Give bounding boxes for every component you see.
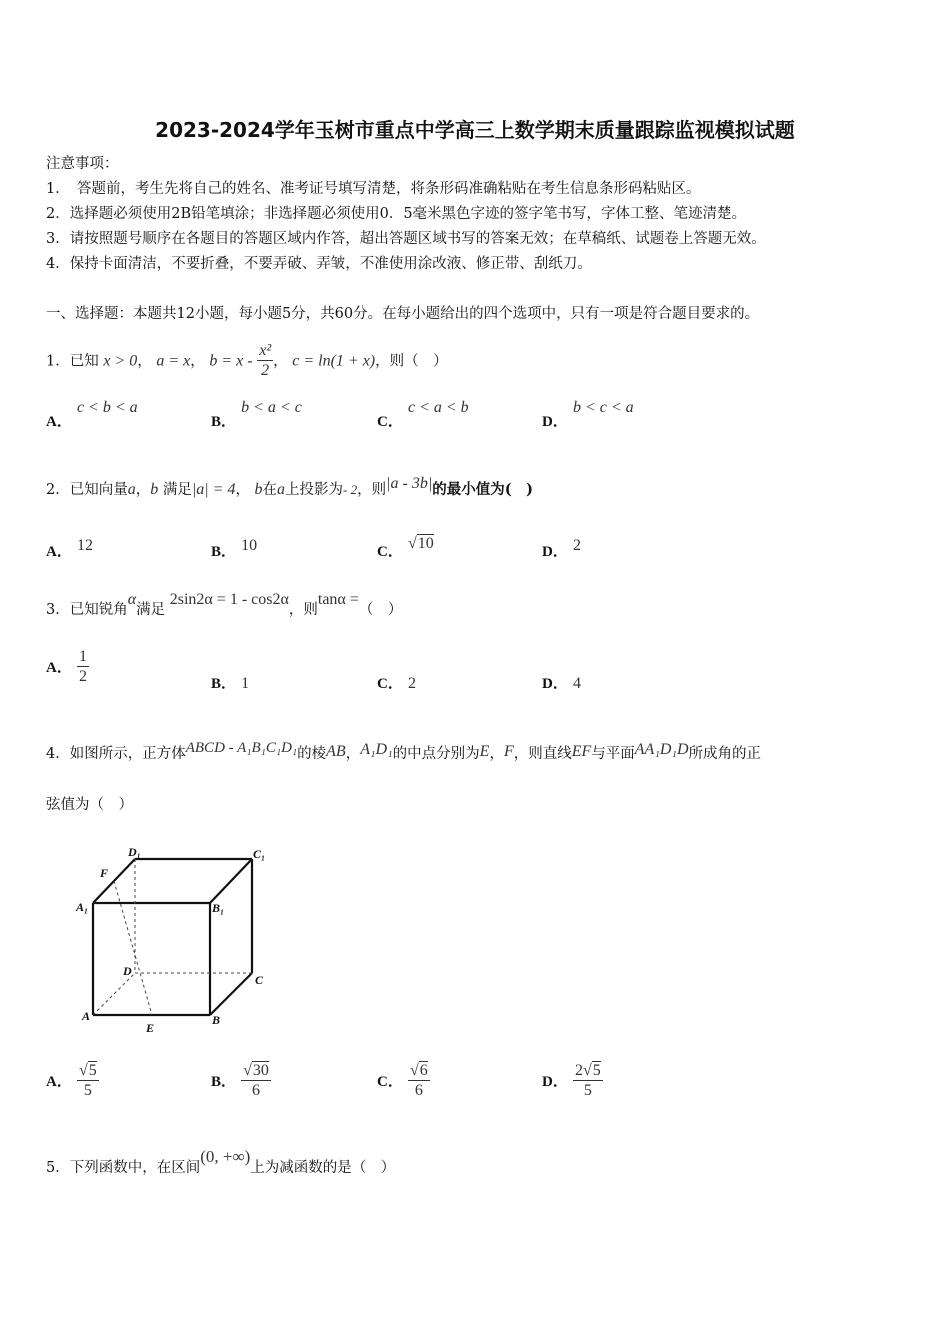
option-label: D． — [542, 544, 568, 560]
question-5 — [46, 1147, 396, 1177]
sqrt-sign: √ — [582, 1062, 592, 1079]
option-label: B． — [211, 544, 237, 560]
q3-math: tanα = — [317, 591, 359, 608]
option-fraction — [77, 648, 89, 687]
q2-math: |a| = 4 — [191, 481, 236, 498]
q4-option-d[interactable] — [542, 1062, 603, 1101]
question-2 — [46, 475, 533, 499]
q1-ask: ，则（ ） — [375, 353, 448, 370]
notice-item-2: 2．选择题必须使用2B铅笔填涂；非选择题必须使用0．5毫米黑色字迹的签字笔书写，字体工整、笔迹清楚。 — [46, 206, 747, 222]
q1-fraction — [257, 342, 273, 381]
sqrt-sign: √ — [407, 535, 417, 552]
option-math — [408, 535, 434, 552]
q1-math-x: x > 0 — [103, 352, 138, 370]
frac-den: 2 — [78, 668, 87, 685]
label-d1: D₁ — [128, 845, 141, 859]
q4-text: 4．如图所示，正方体 — [46, 746, 186, 762]
label-a: A — [82, 1009, 91, 1023]
q5-ask: 上为减函数的是（ ） — [250, 1160, 396, 1176]
sqrt-sign: √ — [243, 1062, 252, 1079]
q2-text: 在 — [262, 482, 278, 498]
q4-sep: ， — [489, 746, 504, 762]
q4-sep: ， — [345, 746, 361, 762]
q4-math: A₁D₁ — [360, 741, 393, 758]
sqrt-radicand: 30 — [252, 1062, 269, 1079]
q1-sep: ， — [137, 353, 152, 370]
q1-sep: ， — [273, 353, 288, 370]
q2-sep: ， — [235, 482, 250, 498]
option-label: B． — [211, 414, 237, 430]
q1-math-b: b = x - — [209, 352, 253, 370]
question-4 — [46, 742, 761, 763]
notice-item-3: 3．请按照题号顺序在各题目的答题区域内作答，超出答题区域书写的答案无效；在草稿纸、试题卷上答题无效。 — [46, 231, 766, 247]
edge-b1c1 — [210, 859, 252, 903]
option-fraction — [241, 1062, 271, 1101]
frac-num — [241, 1062, 271, 1081]
frac-num: 1 — [78, 648, 87, 665]
q1-text: 1．已知 — [46, 353, 99, 370]
frac-den: 6 — [252, 1082, 260, 1099]
q3-option-c[interactable] — [377, 672, 416, 693]
frac-num — [77, 1062, 99, 1081]
q2-math: b — [254, 481, 263, 498]
q1-option-b[interactable] — [211, 399, 302, 431]
frac-den: 5 — [583, 1082, 592, 1099]
q2-option-c[interactable] — [377, 535, 434, 561]
option-fraction — [77, 1062, 99, 1101]
q1-option-c[interactable] — [377, 399, 469, 431]
q3-text: 则 — [303, 602, 318, 618]
q5-math: (0, +∞) — [200, 1147, 251, 1166]
frac-num — [573, 1062, 603, 1081]
frac-den: 6 — [414, 1082, 423, 1099]
q3-option-a[interactable] — [46, 648, 89, 687]
sqrt-sign: √ — [409, 1062, 419, 1079]
option-math: c < a < b — [407, 399, 469, 416]
option-label: A． — [46, 660, 72, 676]
q2-option-a[interactable] — [46, 537, 93, 561]
option-math: b < c < a — [572, 399, 634, 416]
option-math: 12 — [76, 537, 93, 554]
q3-sep: ， — [288, 602, 304, 618]
edge-bc — [210, 973, 252, 1015]
notice-heading: 注意事项： — [46, 156, 119, 172]
q3-option-b[interactable] — [211, 672, 249, 693]
sqrt-sign: √ — [78, 1062, 88, 1079]
label-c: C — [255, 973, 264, 987]
label-e: E — [146, 1021, 155, 1035]
label-d: D — [123, 964, 132, 978]
q2-ask: 的最小值为( ) — [432, 481, 533, 498]
q2-text: ，则 — [357, 482, 387, 498]
q4-math: E — [479, 743, 490, 760]
q4-text: 的棱 — [297, 746, 327, 762]
option-math: 2 — [407, 675, 416, 692]
option-fraction — [408, 1062, 430, 1101]
label-b: B — [212, 1013, 221, 1027]
q4-text: 的中点分别为 — [392, 746, 480, 762]
option-label: C． — [377, 676, 403, 692]
q4-text: 与平面 — [591, 746, 635, 762]
option-label: D． — [542, 1074, 568, 1090]
page-title: 2023-2024学年玉树市重点中学高三上数学期末质量跟踪监视模拟试题 — [155, 118, 795, 142]
q1-option-a[interactable] — [46, 399, 138, 431]
q4-line2: 弦值为（ ） — [46, 797, 133, 813]
q1-math-c: c = ln(1 + x) — [292, 352, 376, 370]
question-3 — [46, 591, 403, 619]
sqrt-radicand: 5 — [592, 1062, 601, 1079]
frac-den: 5 — [83, 1082, 92, 1099]
q3-math: 2sin2α = 1 - cos2α — [169, 591, 289, 608]
q3-text: 满足 — [136, 602, 166, 618]
question-1 — [46, 342, 448, 381]
q2-math: - 2 — [343, 482, 358, 497]
q4-text: ，则直线 — [513, 746, 572, 762]
label-a1: A₁ — [76, 900, 89, 914]
coef: 2 — [574, 1062, 583, 1079]
q1-option-d[interactable] — [542, 399, 634, 431]
option-math: 1 — [241, 675, 250, 692]
q2-math: |a - 3b| — [386, 475, 433, 492]
label-c1: C₁ — [253, 847, 266, 861]
section-heading: 一、选择题：本题共12小题，每小题5分，共60分。在每小题给出的四个选项中，只有一项是符合题目要求的。 — [46, 306, 760, 322]
option-label: D． — [542, 676, 568, 692]
label-f: F — [100, 866, 109, 880]
q4-math: EF — [571, 743, 592, 760]
q1-frac-num: x² — [259, 342, 272, 359]
edge-ad-hidden — [93, 973, 135, 1015]
option-label: C． — [377, 544, 403, 560]
option-math: b < a < c — [241, 399, 302, 416]
option-math: c < b < a — [76, 399, 138, 416]
q4-text: 所成角的正 — [688, 746, 762, 762]
q4-math: ABCD - A₁B₁C₁D₁ — [185, 740, 298, 756]
option-label: A． — [46, 544, 72, 560]
option-math: 4 — [572, 675, 581, 692]
q3-text: 3．已知锐角 — [46, 602, 128, 618]
label-b1: B₁ — [212, 901, 225, 915]
q4-option-c[interactable] — [377, 1062, 430, 1101]
q4-option-b[interactable] — [211, 1062, 271, 1101]
option-math: 10 — [241, 537, 258, 554]
option-label: C． — [377, 414, 403, 430]
q2-text: 满足 — [162, 482, 192, 498]
frac-num — [408, 1062, 430, 1081]
q2-text: 上投影为 — [285, 482, 344, 498]
q2-math: a — [127, 481, 136, 498]
q2-math: a — [277, 481, 286, 498]
sqrt-radicand: 10 — [417, 535, 434, 552]
option-fraction — [573, 1062, 603, 1101]
option-label: D． — [542, 414, 568, 430]
option-label: C． — [377, 1074, 403, 1090]
sqrt-radicand: 5 — [88, 1062, 97, 1079]
option-label: A． — [46, 414, 72, 430]
notice-item-4: 4．保持卡面清洁，不要折叠，不要弄破、弄皱，不准使用涂改液、修正带、刮纸刀。 — [46, 256, 592, 272]
q4-math: AB — [326, 743, 346, 760]
q1-frac-den: 2 — [261, 362, 270, 379]
q2-text: 2．已知向量 — [46, 482, 128, 498]
option-label: A． — [46, 1074, 72, 1090]
q2-option-d[interactable] — [542, 537, 581, 561]
option-label: B． — [211, 676, 237, 692]
q3-ask: （ ） — [358, 602, 403, 618]
q1-sep: ， — [190, 353, 205, 370]
option-label: B． — [211, 1074, 237, 1090]
q5-text: 5．下列函数中，在区间 — [46, 1160, 201, 1176]
q1-math-a: a = x — [156, 352, 191, 370]
segment-ef — [114, 881, 152, 1015]
q4-option-a[interactable] — [46, 1062, 99, 1101]
sqrt-radicand: 6 — [419, 1062, 428, 1079]
notice-item-1: 1． 答题前，考生先将自己的姓名、准考证号填写清楚，将条形码准确粘贴在考生信息条形码粘贴区。 — [46, 181, 701, 197]
q2-option-b[interactable] — [211, 537, 258, 561]
option-math: 2 — [572, 537, 581, 554]
q2-sep: ， — [135, 482, 151, 498]
cube-figure — [60, 840, 290, 1040]
q2-math: b — [150, 481, 159, 498]
q4-math: F — [503, 743, 514, 760]
q4-math: AA₁D₁D — [634, 741, 689, 758]
q3-math: α — [127, 591, 137, 608]
q3-option-d[interactable] — [542, 672, 581, 693]
